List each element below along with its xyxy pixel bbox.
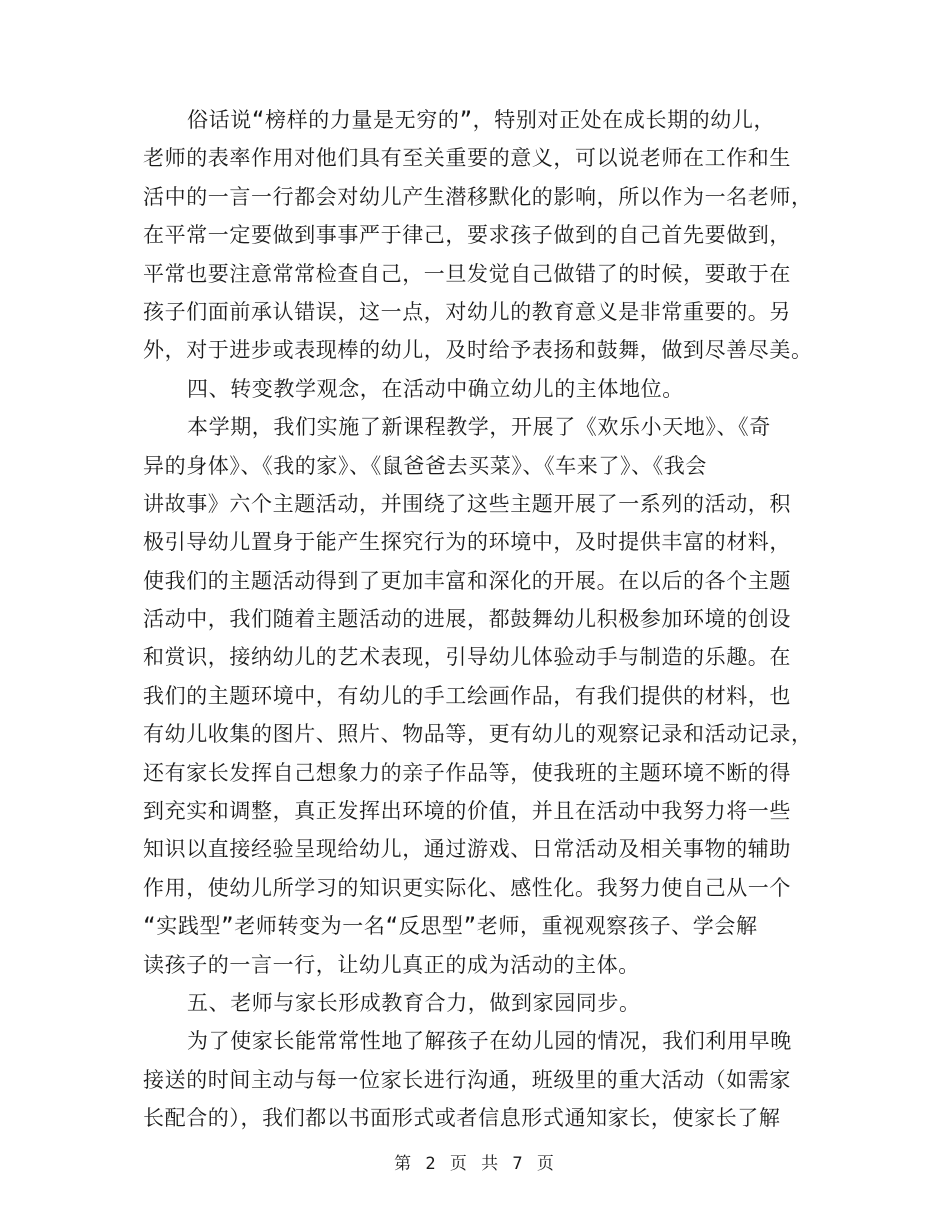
text-line: 作用，使幼儿所学习的知识更实际化、感性化。我努力使自己从一个 xyxy=(143,875,791,900)
text-line: 读孩子的一言一行，让幼儿真正的成为活动的主体。 xyxy=(143,952,640,977)
text-line: 极引导幼儿置身于能产生探究行为的环境中，及时提供丰富的材料， xyxy=(143,530,791,555)
text-line: 异的身体》、《我的家》、《鼠爸爸去买菜》、《车来了》、《我会 xyxy=(143,453,707,478)
text-line: 为了使家长能常常性地了解孩子在幼儿园的情况，我们利用早晚 xyxy=(187,1029,792,1054)
section-heading: 四、转变教学观念，在活动中确立幼儿的主体地位。 xyxy=(187,376,684,401)
text-line: 活中的一言一行都会对幼儿产生潜移默化的影响，所以作为一名老师， xyxy=(143,184,813,209)
text-line: “实践型”老师转变为一名“反思型”老师，重视观察孩子、学会解 xyxy=(143,914,758,939)
text-line: 长配合的），我们都以书面形式或者信息形式通知家长，使家长了解 xyxy=(143,1106,781,1131)
section-heading: 五、老师与家长形成教育合力，做到家园同步。 xyxy=(187,990,641,1015)
text-line: 孩子们面前承认错误，这一点，对幼儿的教育意义是非常重要的。另 xyxy=(143,299,791,324)
page-number-footer: 第 2 页 共 7 页 xyxy=(394,1154,556,1174)
text-line: 还有家长发挥自己想象力的亲子作品等，使我班的主题环境不断的得 xyxy=(143,760,791,785)
text-line: 我们的主题环境中，有幼儿的手工绘画作品，有我们提供的材料，也 xyxy=(143,683,791,708)
text-line: 老师的表率作用对他们具有至关重要的意义，可以说老师在工作和生 xyxy=(143,146,791,171)
text-line: 接送的时间主动与每一位家长进行沟通，班级里的重大活动（如需家 xyxy=(143,1067,791,1092)
text-line: 知识以直接经验呈现给幼儿，通过游戏、日常活动及相关事物的辅助 xyxy=(143,837,791,862)
text-line: 俗话说“榜样的力量是无穷的”，特别对正处在成长期的幼儿， xyxy=(187,108,776,132)
text-line: 使我们的主题活动得到了更加丰富和深化的开展。在以后的各个主题 xyxy=(143,568,791,593)
text-line: 到充实和调整，真正发挥出环境的价值，并且在活动中我努力将一些 xyxy=(143,799,791,824)
text-line: 有幼儿收集的图片、照片、物品等，更有幼儿的观察记录和活动记录， xyxy=(143,722,813,747)
text-line: 活动中，我们随着主题活动的进展，都鼓舞幼儿积极参加环境的创设 xyxy=(143,607,791,632)
text-line: 外，对于进步或表现棒的幼儿，及时给予表扬和鼓舞，做到尽善尽美。 xyxy=(143,338,813,363)
text-line: 讲故事》六个主题活动，并围绕了这些主题开展了一系列的活动，积 xyxy=(143,491,791,516)
text-line: 平常也要注意常常检查自己，一旦发觉自己做错了的时候，要敢于在 xyxy=(143,261,791,286)
text-line: 在平常一定要做到事事严于律己，要求孩子做到的自己首先要做到， xyxy=(143,223,791,248)
document-body xyxy=(143,101,813,1138)
text-line: 和赏识，接纳幼儿的艺术表现，引导幼儿体验动手与制造的乐趣。在 xyxy=(143,645,791,670)
text-line: 本学期，我们实施了新课程教学，开展了《欢乐小天地》、《奇 xyxy=(187,415,771,440)
